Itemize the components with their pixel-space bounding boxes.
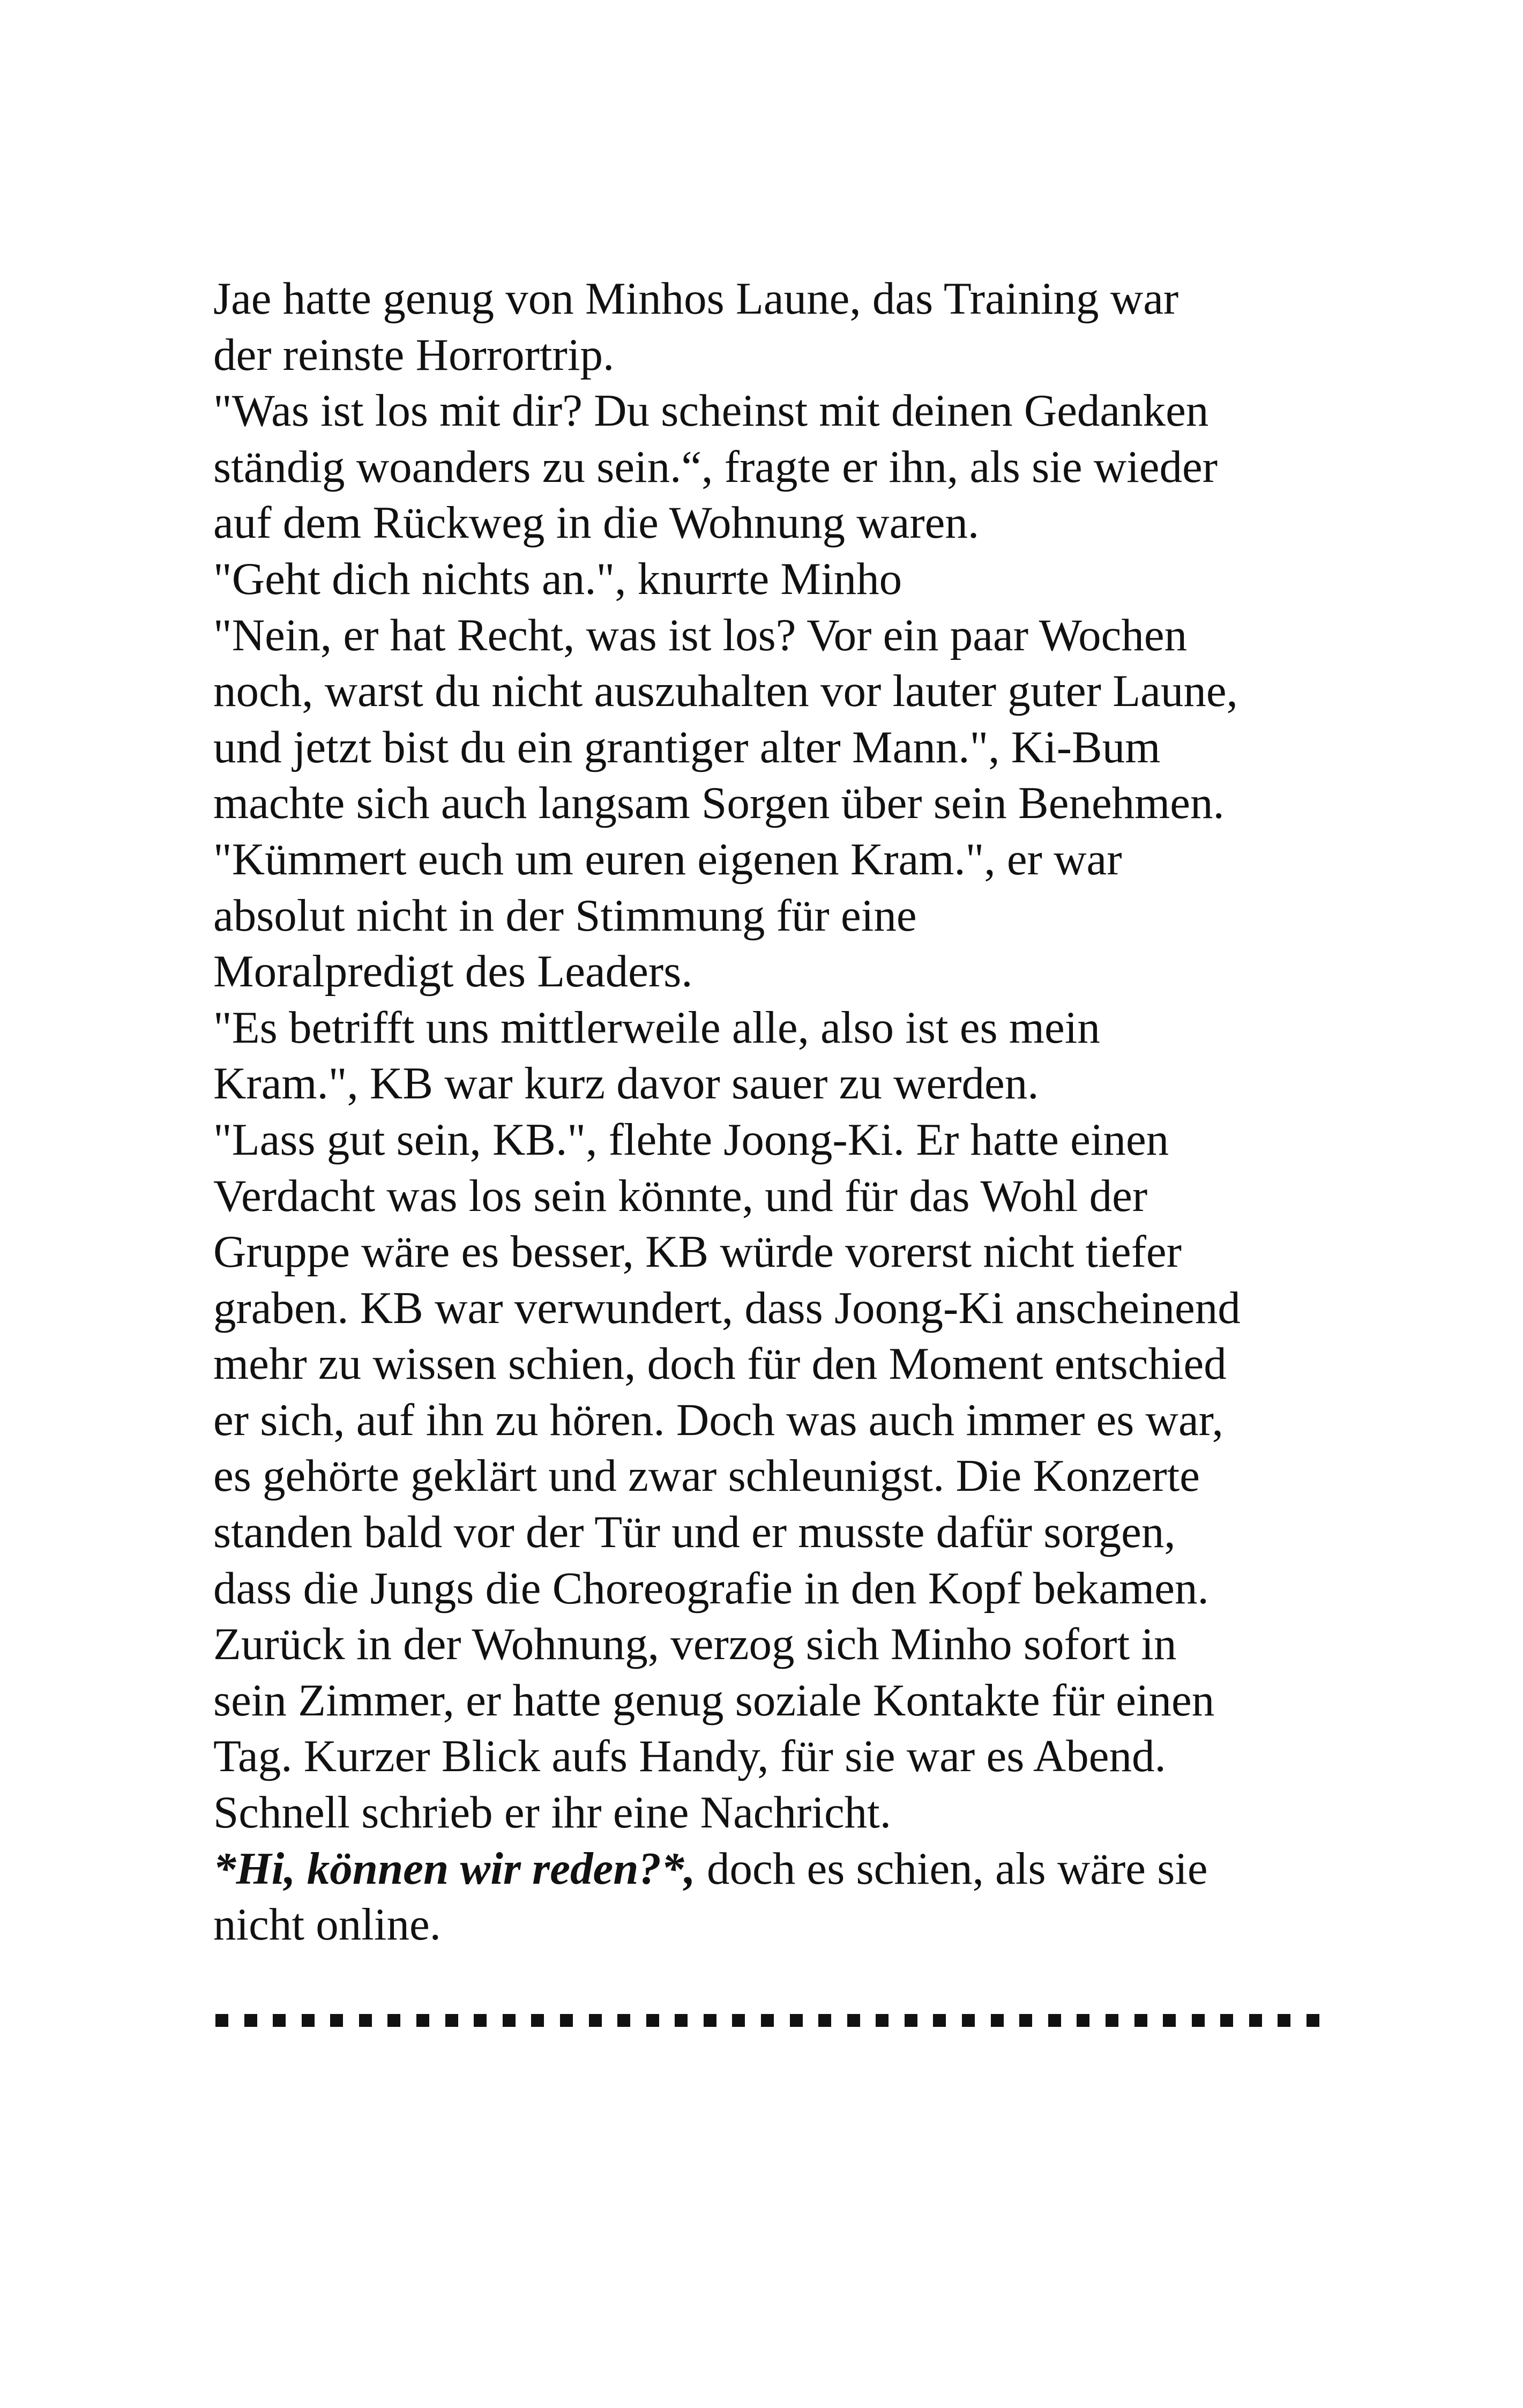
text-line: er sich, auf ihn zu hören. Doch was auch immer es war, bbox=[213, 1394, 1223, 1445]
divider-square bbox=[302, 2014, 315, 2027]
text-line: Jae hatte genug von Minhos Laune, das Training war bbox=[213, 273, 1179, 324]
text-line: absolut nicht in der Stimmung für eine bbox=[213, 890, 917, 941]
text-line: "Lass gut sein, KB.", flehte Joong-Ki. Er hatte einen bbox=[213, 1114, 1169, 1165]
divider-square bbox=[991, 2014, 1004, 2027]
divider-square bbox=[646, 2014, 659, 2027]
text-line: Kram.", KB war kurz davor sauer zu werden. bbox=[213, 1058, 1039, 1109]
divider-square bbox=[244, 2014, 257, 2027]
divider-square bbox=[1134, 2014, 1147, 2027]
chat-message-emphasis: *Hi, können wir reden?*, bbox=[213, 1843, 696, 1894]
text-line: "Geht dich nichts an.", knurrte Minho bbox=[213, 553, 902, 604]
divider-square bbox=[617, 2014, 630, 2027]
section-divider bbox=[215, 2013, 1319, 2028]
text-line: "Kümmert euch um euren eigenen Kram.", er war bbox=[213, 834, 1122, 885]
text-line: es gehörte geklärt und zwar schleunigst. Die Konzerte bbox=[213, 1451, 1200, 1502]
divider-square bbox=[876, 2014, 889, 2027]
divider-square bbox=[560, 2014, 573, 2027]
text-line: Zurück in der Wohnung, verzog sich Minho sofort in bbox=[213, 1619, 1177, 1670]
divider-square bbox=[962, 2014, 975, 2027]
text-line: noch, warst du nicht auszuhalten vor lauter guter Laune, bbox=[213, 666, 1238, 717]
text-line: und jetzt bist du ein grantiger alter Mann.", Ki-Bum bbox=[213, 722, 1161, 772]
divider-square bbox=[416, 2014, 429, 2027]
message-line-rest: doch es schien, als wäre sie bbox=[695, 1843, 1208, 1894]
divider-square bbox=[531, 2014, 544, 2027]
divider-square bbox=[847, 2014, 860, 2027]
text-line: dass die Jungs die Choreografie in den Kopf bekamen. bbox=[213, 1563, 1209, 1614]
text-line: "Es betrifft uns mittlerweile alle, also ist es mein bbox=[213, 1002, 1100, 1053]
divider-square bbox=[1163, 2014, 1176, 2027]
text-line: Verdacht was los sein könnte, und für das Wohl der bbox=[213, 1170, 1148, 1221]
divider-square bbox=[675, 2014, 688, 2027]
text-line: sein Zimmer, er hatte genug soziale Kontakte für einen bbox=[213, 1675, 1215, 1726]
divider-square bbox=[474, 2014, 487, 2027]
text-line: graben. KB war verwundert, dass Joong-Ki anscheinend bbox=[213, 1282, 1241, 1333]
text-line: standen bald vor der Tür und er musste dafür sorgen, bbox=[213, 1507, 1176, 1558]
divider-square bbox=[704, 2014, 716, 2027]
divider-square bbox=[1249, 2014, 1262, 2027]
divider-square bbox=[387, 2014, 400, 2027]
divider-square bbox=[330, 2014, 343, 2027]
divider-square bbox=[1278, 2014, 1290, 2027]
divider-square bbox=[1048, 2014, 1061, 2027]
text-line: mehr zu wissen schien, doch für den Moment entschied bbox=[213, 1339, 1227, 1389]
divider-square bbox=[732, 2014, 745, 2027]
divider-square bbox=[761, 2014, 774, 2027]
divider-square bbox=[359, 2014, 372, 2027]
text-line: Tag. Kurzer Blick aufs Handy, für sie war es Abend. bbox=[213, 1731, 1166, 1782]
divider-square bbox=[933, 2014, 946, 2027]
text-line: nicht online. bbox=[213, 1899, 441, 1950]
message-line bbox=[213, 1841, 1365, 1897]
text-line: "Was ist los mit dir? Du scheinst mit deinen Gedanken bbox=[213, 385, 1209, 436]
text-line: Gruppe wäre es besser, KB würde vorerst nicht tiefer bbox=[213, 1227, 1182, 1277]
divider-square bbox=[445, 2014, 458, 2027]
divider-square bbox=[1192, 2014, 1205, 2027]
divider-square bbox=[589, 2014, 602, 2027]
divider-square bbox=[1220, 2014, 1233, 2027]
divider-square bbox=[790, 2014, 803, 2027]
text-line: ständig woanders zu sein.“, fragte er ihn, als sie wieder bbox=[213, 441, 1218, 492]
divider-square bbox=[818, 2014, 831, 2027]
divider-square bbox=[1106, 2014, 1118, 2027]
text-line: auf dem Rückweg in die Wohnung waren. bbox=[213, 497, 980, 548]
divider-square bbox=[215, 2014, 228, 2027]
divider-square bbox=[905, 2014, 917, 2027]
divider-square bbox=[1019, 2014, 1032, 2027]
divider-square bbox=[273, 2014, 286, 2027]
story-text bbox=[213, 271, 1365, 1953]
text-line: "Nein, er hat Recht, was ist los? Vor ein paar Wochen bbox=[213, 610, 1188, 660]
divider-square bbox=[1077, 2014, 1089, 2027]
text-line: Schnell schrieb er ihr eine Nachricht. bbox=[213, 1787, 892, 1838]
divider-square bbox=[1307, 2014, 1319, 2027]
text-line: Moralpredigt des Leaders. bbox=[213, 946, 693, 997]
text-line: der reinste Horrortrip. bbox=[213, 329, 615, 380]
text-line: machte sich auch langsam Sorgen über sein Benehmen. bbox=[213, 778, 1225, 829]
divider-square bbox=[503, 2014, 516, 2027]
